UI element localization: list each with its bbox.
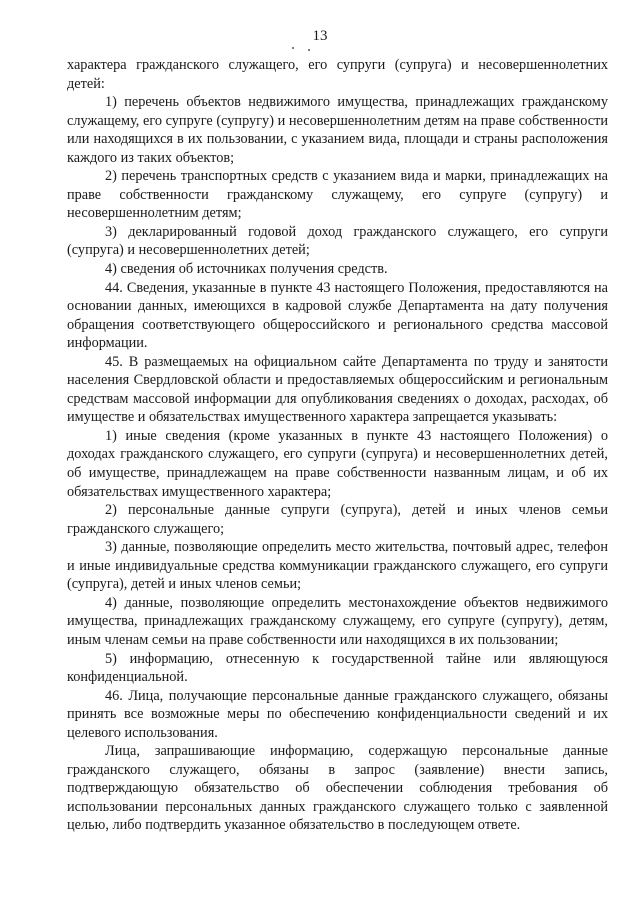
prohibited-item-1: 1) иные сведения (кроме указанных в пункте 43 настоящего Положения) о доходах гражданского служащего, его супруги (супруга) и несовершеннолетних детей, об имуществе, принадлежащем на праве собственности названным лицам, и об их обязательствах имущественного характера; [67, 427, 608, 500]
list-item-real-estate: 1) перечень объектов недвижимого имущества, принадлежащих гражданскому служащему, его супруге (супругу) и несовершеннолетним детям на праве собственности или находящихся в их пользовании, с указанием вида, площади и страны расположения каждого из таких объектов; [67, 94, 608, 166]
clause-44: 44. Сведения, указанные в пункте 43 настоящего Положения, предоставляются на основании данных, имеющихся в кадровой службе Департамента на дату получения обращения соответствующего общероссийского и регионального средства массовой информации. [67, 279, 608, 352]
list-item-vehicles: 2) перечень транспортных средств с указанием вида и марки, принадлежащих на праве собственности гражданскому служащему, его супруге (супругу) и несовершеннолетним детям; [67, 168, 608, 222]
clause-46-continuation: Лица, запрашивающие информацию, содержащую персональные данные гражданского служащего, обязаны в запрос (заявление) внести запись, подтверждающую обязательство об обеспечении соблюдения требования об использовании персональных данных гражданского служащего только с заявленной целью, либо подтвердить указанное обязательство в последующем ответе. [67, 743, 608, 834]
scan-speck [292, 47, 294, 49]
prohibited-item-4: 4) данные, позволяющие определить местонахождение объектов недвижимого имущества, принадлежащих гражданскому служащему, его супруге (супругу), детям, иным членам семьи на праве собственности или находящихся в их пользовании; [67, 594, 608, 648]
scan-speck [308, 49, 310, 51]
clause-46: 46. Лица, получающие персональные данные гражданского служащего, обязаны принять все возможные меры по обеспечению конфиденциальности сведений и их целевого использования. [67, 687, 608, 741]
prohibited-item-2: 2) персональные данные супруги (супруга), детей и иных членов семьи гражданского служащего; [67, 502, 608, 537]
paragraph-continuation: характера гражданского служащего, его супруги (супруга) и несовершеннолетних детей: [67, 57, 608, 92]
document-body [67, 56, 608, 835]
list-item-sources: 4) сведения об источниках получения средств. [105, 261, 388, 278]
page-number: 13 [312, 28, 328, 44]
list-item-income: 3) декларированный годовой доход гражданского служащего, его супруги (супруга) и несовершеннолетних детей; [67, 223, 608, 259]
prohibited-item-3: 3) данные, позволяющие определить место жительства, почтовый адрес, телефон и иные индивидуальные средства коммуникации гражданского служащего, его супруги (супруга), детей и иных членов семьи; [67, 539, 608, 593]
prohibited-item-5: 5) информацию, отнесенную к государственной тайне или являющуюся конфиденциальной. [67, 650, 608, 686]
clause-45: 45. В размещаемых на официальном сайте Департамента по труду и занятости населения Свердловской области и предоставляемых общероссийским и региональным средствам массовой информации для опубликования сведениях о доходах, расходах, об имуществе и обязательствах имущественного характера запрещается указывать: [67, 353, 608, 426]
